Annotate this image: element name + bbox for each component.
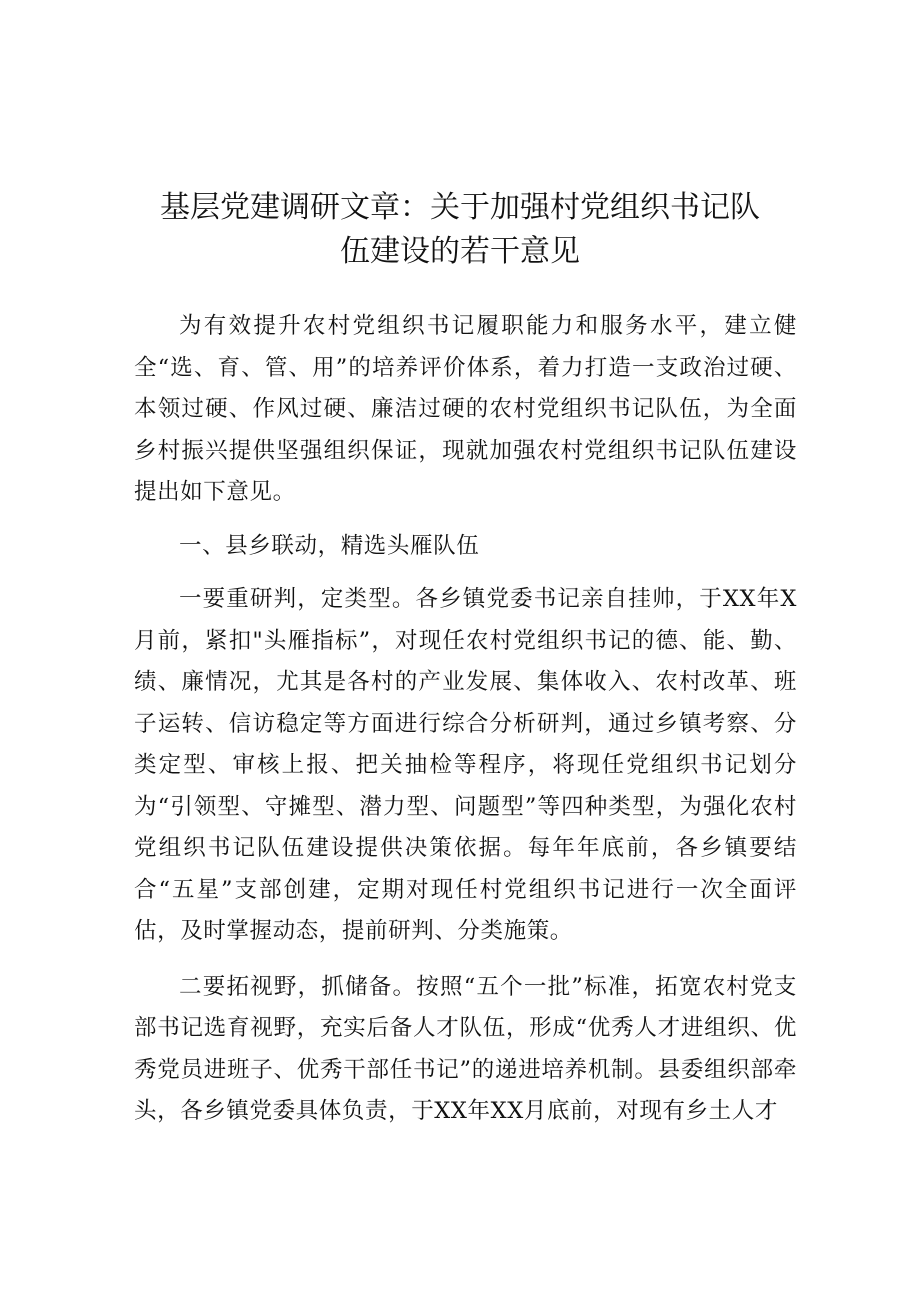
title-line-1: 基层党建调研文章：关于加强村党组织书记队 — [160, 190, 760, 225]
paragraph-1: 一要重研判，定类型。各乡镇党委书记亲自挂帅，于XX年X月前，紧扣"头雁指标”，对现任农村党组织书记的德、能、勤、绩、廉情况，尤其是各村的产业发展、集体收入、农村改革、班子运转、信访稳定等方面进行综合分析研判，通过乡镇考察、分类定型、审核上报、把关抽检等程序，将现任党组织书记划分为“引领型、守摊型、潜力型、问题型”等四种类型，为强化农村党组织书记队伍建设提供决策依据。每年年底前，各乡镇要结合“五星”支部创建，定期对现任村党组织书记进行一次全面评估，及时掌握动态，提前研判、分类施策。 — [134, 586, 797, 944]
intro-paragraph: 为有效提升农村党组织书记履职能力和服务水平，建立健全“选、育、管、用”的培养评价体系，着力打造一支政治过硬、本领过硬、作风过硬、廉洁过硬的农村党组织书记队伍，为全面乡村振兴提供坚强组织保证，现就加强农村党组织书记队伍建设提出如下意见。 — [134, 313, 797, 505]
paragraph-2: 二要拓视野，抓储备。按照“五个一批”标准，拓宽农村党支部书记选育视野，充实后备人才队伍，形成“优秀人才进组织、优秀党员进班子、优秀干部任书记”的递进培养机制。县委组织部牵头，各乡镇党委具体负责，于XX年XX月底前，对现有乡土人才 — [134, 973, 797, 1124]
title-line-2: 伍建设的若干意见 — [340, 234, 580, 269]
document-body — [134, 306, 797, 1133]
section-heading: 一、县乡联动，精选头雁队伍 — [179, 532, 480, 559]
document-title — [120, 186, 800, 274]
